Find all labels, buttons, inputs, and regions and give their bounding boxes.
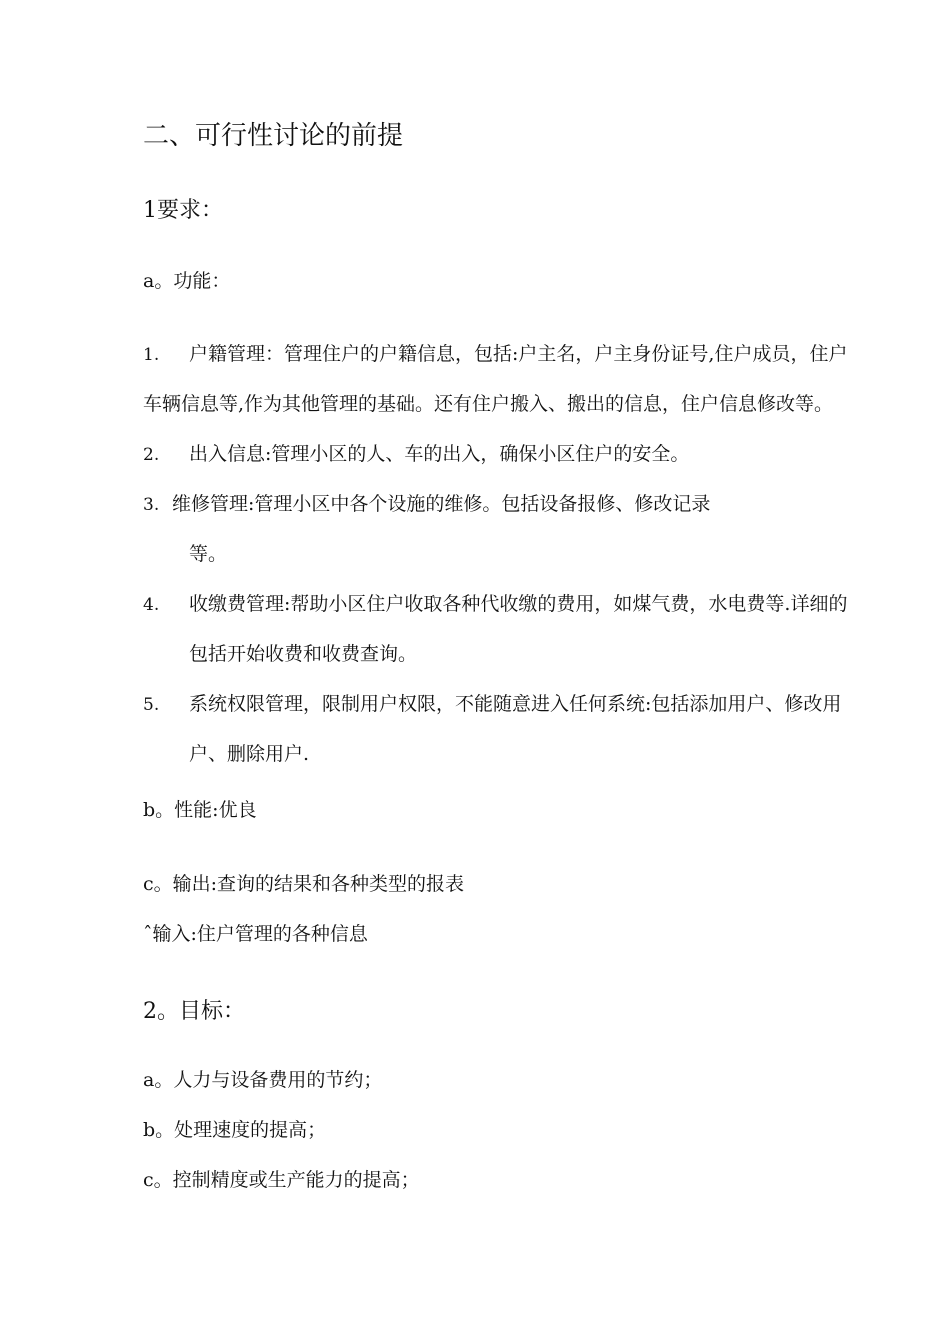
list-item-line: 维修管理:管理小区中各个设施的维修。包括设备报修、修改记录 <box>172 493 711 515</box>
list-item-number: 3. <box>143 495 160 515</box>
performance-line: b。性能:优良 <box>143 799 257 821</box>
list-item-line: 出入信息:管理小区的人、车的出入，确保小区住户的安全。 <box>189 443 690 465</box>
goal-item: a。人力与设备费用的节约； <box>143 1069 383 1091</box>
input-line: ˆ输入:住户管理的各种信息 <box>143 923 368 945</box>
list-item-line: 等。 <box>189 543 228 565</box>
goals-heading: 2。目标： <box>143 999 245 1024</box>
list-item-line: 户籍管理：管理住户的户籍信息，包括:户主名，户主身份证号,住户成员，住户 <box>189 343 848 365</box>
functions-label: a。功能： <box>143 270 231 292</box>
section-title: 二、可行性讨论的前提 <box>143 121 404 151</box>
goal-item: c。控制精度或生产能力的提高； <box>143 1169 420 1191</box>
list-item-number: 2. <box>143 445 160 465</box>
requirements-heading: 1要求： <box>143 198 223 223</box>
list-item-line: 收缴费管理:帮助小区住户收取各种代收缴的费用，如煤气费，水电费等.详细的 <box>189 593 848 615</box>
list-item-line: 系统权限管理，限制用户权限，不能随意进入任何系统:包括添加用户、修改用 <box>189 693 842 715</box>
list-item-number: 1. <box>143 345 160 365</box>
list-item-number: 4. <box>143 595 160 615</box>
list-item-line: 户、删除用户. <box>189 743 310 765</box>
list-item-line: 包括开始收费和收费查询。 <box>189 643 418 665</box>
list-item-number: 5. <box>143 695 160 715</box>
list-item-line: 车辆信息等,作为其他管理的基础。还有住户搬入、搬出的信息，住户信息修改等。 <box>143 393 834 415</box>
output-line: c。输出:查询的结果和各种类型的报表 <box>143 873 465 895</box>
goal-item: b。处理速度的提高； <box>143 1119 327 1141</box>
